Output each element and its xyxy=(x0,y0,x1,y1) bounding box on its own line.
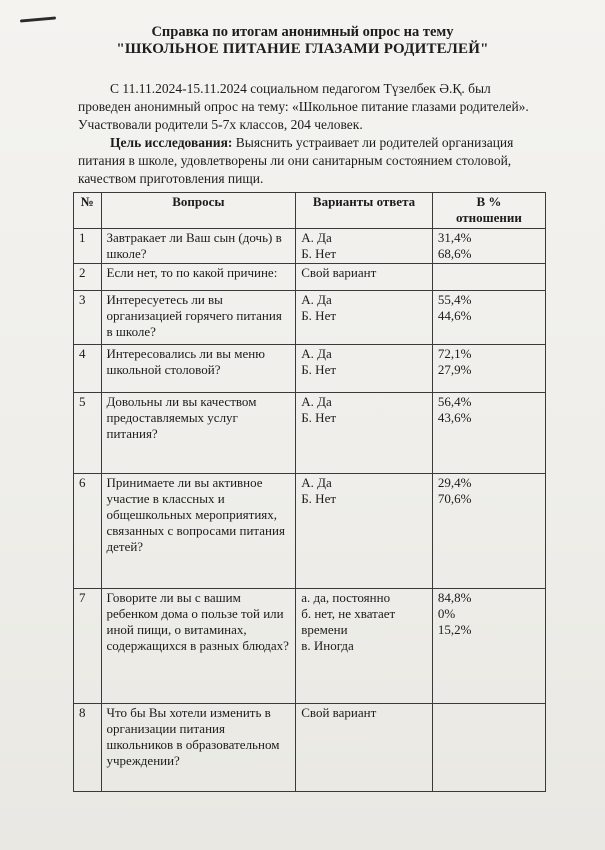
percent-value: 56,4% xyxy=(437,394,472,409)
intro-text xyxy=(78,80,538,188)
question-cell: Довольны ли вы качеством предоставляемых услуг питания? xyxy=(101,393,296,474)
header-percent-line1: В % xyxy=(476,194,502,209)
options-cell xyxy=(296,345,433,393)
question-cell: Интересуетесь ли вы организацией горячего питания в школе? xyxy=(101,291,296,345)
header-questions: Вопросы xyxy=(101,193,296,229)
answer-option: Свой вариант xyxy=(301,705,377,720)
pen-mark xyxy=(20,16,56,22)
question-cell: Завтракает ли Ваш сын (дочь) в школе? xyxy=(101,229,296,264)
question-cell: Что бы Вы хотели изменить в организации питания школьников в образовательном учреждении? xyxy=(101,704,296,792)
row-number: 3 xyxy=(74,291,102,345)
percent-cell xyxy=(432,229,545,264)
row-number: 5 xyxy=(74,393,102,474)
percent-cell xyxy=(432,291,545,345)
table-row xyxy=(74,291,546,345)
answer-option: Свой вариант xyxy=(301,265,377,280)
goal-text: Выяснить устраивает ли родителей организация питания в школе, удовлетворены ли они санитарным состоянием столовой, качеством приготовления пищи. xyxy=(78,135,514,186)
document-title: Справка по итогам анонимный опрос на тему xyxy=(151,24,454,40)
answer-option: в. Иногда xyxy=(301,638,354,653)
row-number: 8 xyxy=(74,704,102,792)
percent-value: 84,8% xyxy=(437,590,472,605)
percent-cell xyxy=(432,589,545,704)
survey-table xyxy=(73,192,546,792)
goal-label: Цель исследования: xyxy=(110,135,233,150)
table-row xyxy=(74,264,546,291)
header-percent-line2: отношении xyxy=(455,210,522,225)
table-row xyxy=(74,229,546,264)
row-number: 6 xyxy=(74,474,102,589)
percent-value: 27,9% xyxy=(437,362,472,377)
header-percent xyxy=(432,193,545,229)
answer-option: Б. Нет xyxy=(301,410,337,425)
table-row xyxy=(74,393,546,474)
table-row xyxy=(74,589,546,704)
answer-option: Б. Нет xyxy=(301,246,337,261)
percent-value: 15,2% xyxy=(437,622,472,637)
percent-value: 55,4% xyxy=(437,292,472,307)
question-cell: Интересовались ли вы меню школьной столовой? xyxy=(101,345,296,393)
answer-option: А. Да xyxy=(301,475,332,490)
answer-option: А. Да xyxy=(301,394,332,409)
intro-paragraph: С 11.11.2024-15.11.2024 социальном педагогом Түзелбек Ә.Қ. был проведен анонимный опрос на тему: «Школьное питание глазами родителей». Участвовали родители 5-7х классов, 204 человек. xyxy=(78,81,529,132)
table-row xyxy=(74,474,546,589)
table-body xyxy=(74,229,546,792)
table-header-row xyxy=(74,193,546,229)
percent-value: 0% xyxy=(437,606,456,621)
options-cell xyxy=(296,589,433,704)
question-cell: Если нет, то по какой причине: xyxy=(101,264,296,291)
answer-option: А. Да xyxy=(301,346,332,361)
answer-option: б. нет, не хватает времени xyxy=(301,606,396,637)
percent-cell xyxy=(432,264,545,291)
percent-value: 43,6% xyxy=(437,410,472,425)
percent-cell xyxy=(432,345,545,393)
percent-value: 68,6% xyxy=(437,246,472,261)
row-number: 1 xyxy=(74,229,102,264)
options-cell xyxy=(296,474,433,589)
row-number: 2 xyxy=(74,264,102,291)
percent-cell xyxy=(432,474,545,589)
table-row xyxy=(74,345,546,393)
header-options: Варианты ответа xyxy=(296,193,433,229)
header-number: № xyxy=(74,193,102,229)
percent-value: 72,1% xyxy=(437,346,472,361)
question-cell: Принимаете ли вы активное участие в классных и общешкольных мероприятиях, связанных с вопросами питания детей? xyxy=(101,474,296,589)
percent-cell xyxy=(432,704,545,792)
options-cell xyxy=(296,229,433,264)
answer-option: Б. Нет xyxy=(301,308,337,323)
options-cell xyxy=(296,264,433,291)
answer-option: а. да, постоянно xyxy=(301,590,391,605)
percent-value: 70,6% xyxy=(437,491,472,506)
answer-option: Б. Нет xyxy=(301,491,337,506)
table-row xyxy=(74,704,546,792)
answer-option: Б. Нет xyxy=(301,362,337,377)
options-cell xyxy=(296,291,433,345)
percent-value: 44,6% xyxy=(437,308,472,323)
row-number: 7 xyxy=(74,589,102,704)
document-subtitle: "ШКОЛЬНОЕ ПИТАНИЕ ГЛАЗАМИ РОДИТЕЛЕЙ" xyxy=(116,41,489,57)
options-cell xyxy=(296,393,433,474)
row-number: 4 xyxy=(74,345,102,393)
research-goal xyxy=(78,134,538,188)
percent-value: 29,4% xyxy=(437,475,472,490)
question-cell: Говорите ли вы с вашим ребенком дома о пользе той или иной пищи, о витаминах, содержащихся в разных блюдах? xyxy=(101,589,296,704)
percent-value: 31,4% xyxy=(437,230,472,245)
answer-option: А. Да xyxy=(301,292,332,307)
answer-option: А. Да xyxy=(301,230,332,245)
options-cell xyxy=(296,704,433,792)
percent-cell xyxy=(432,393,545,474)
